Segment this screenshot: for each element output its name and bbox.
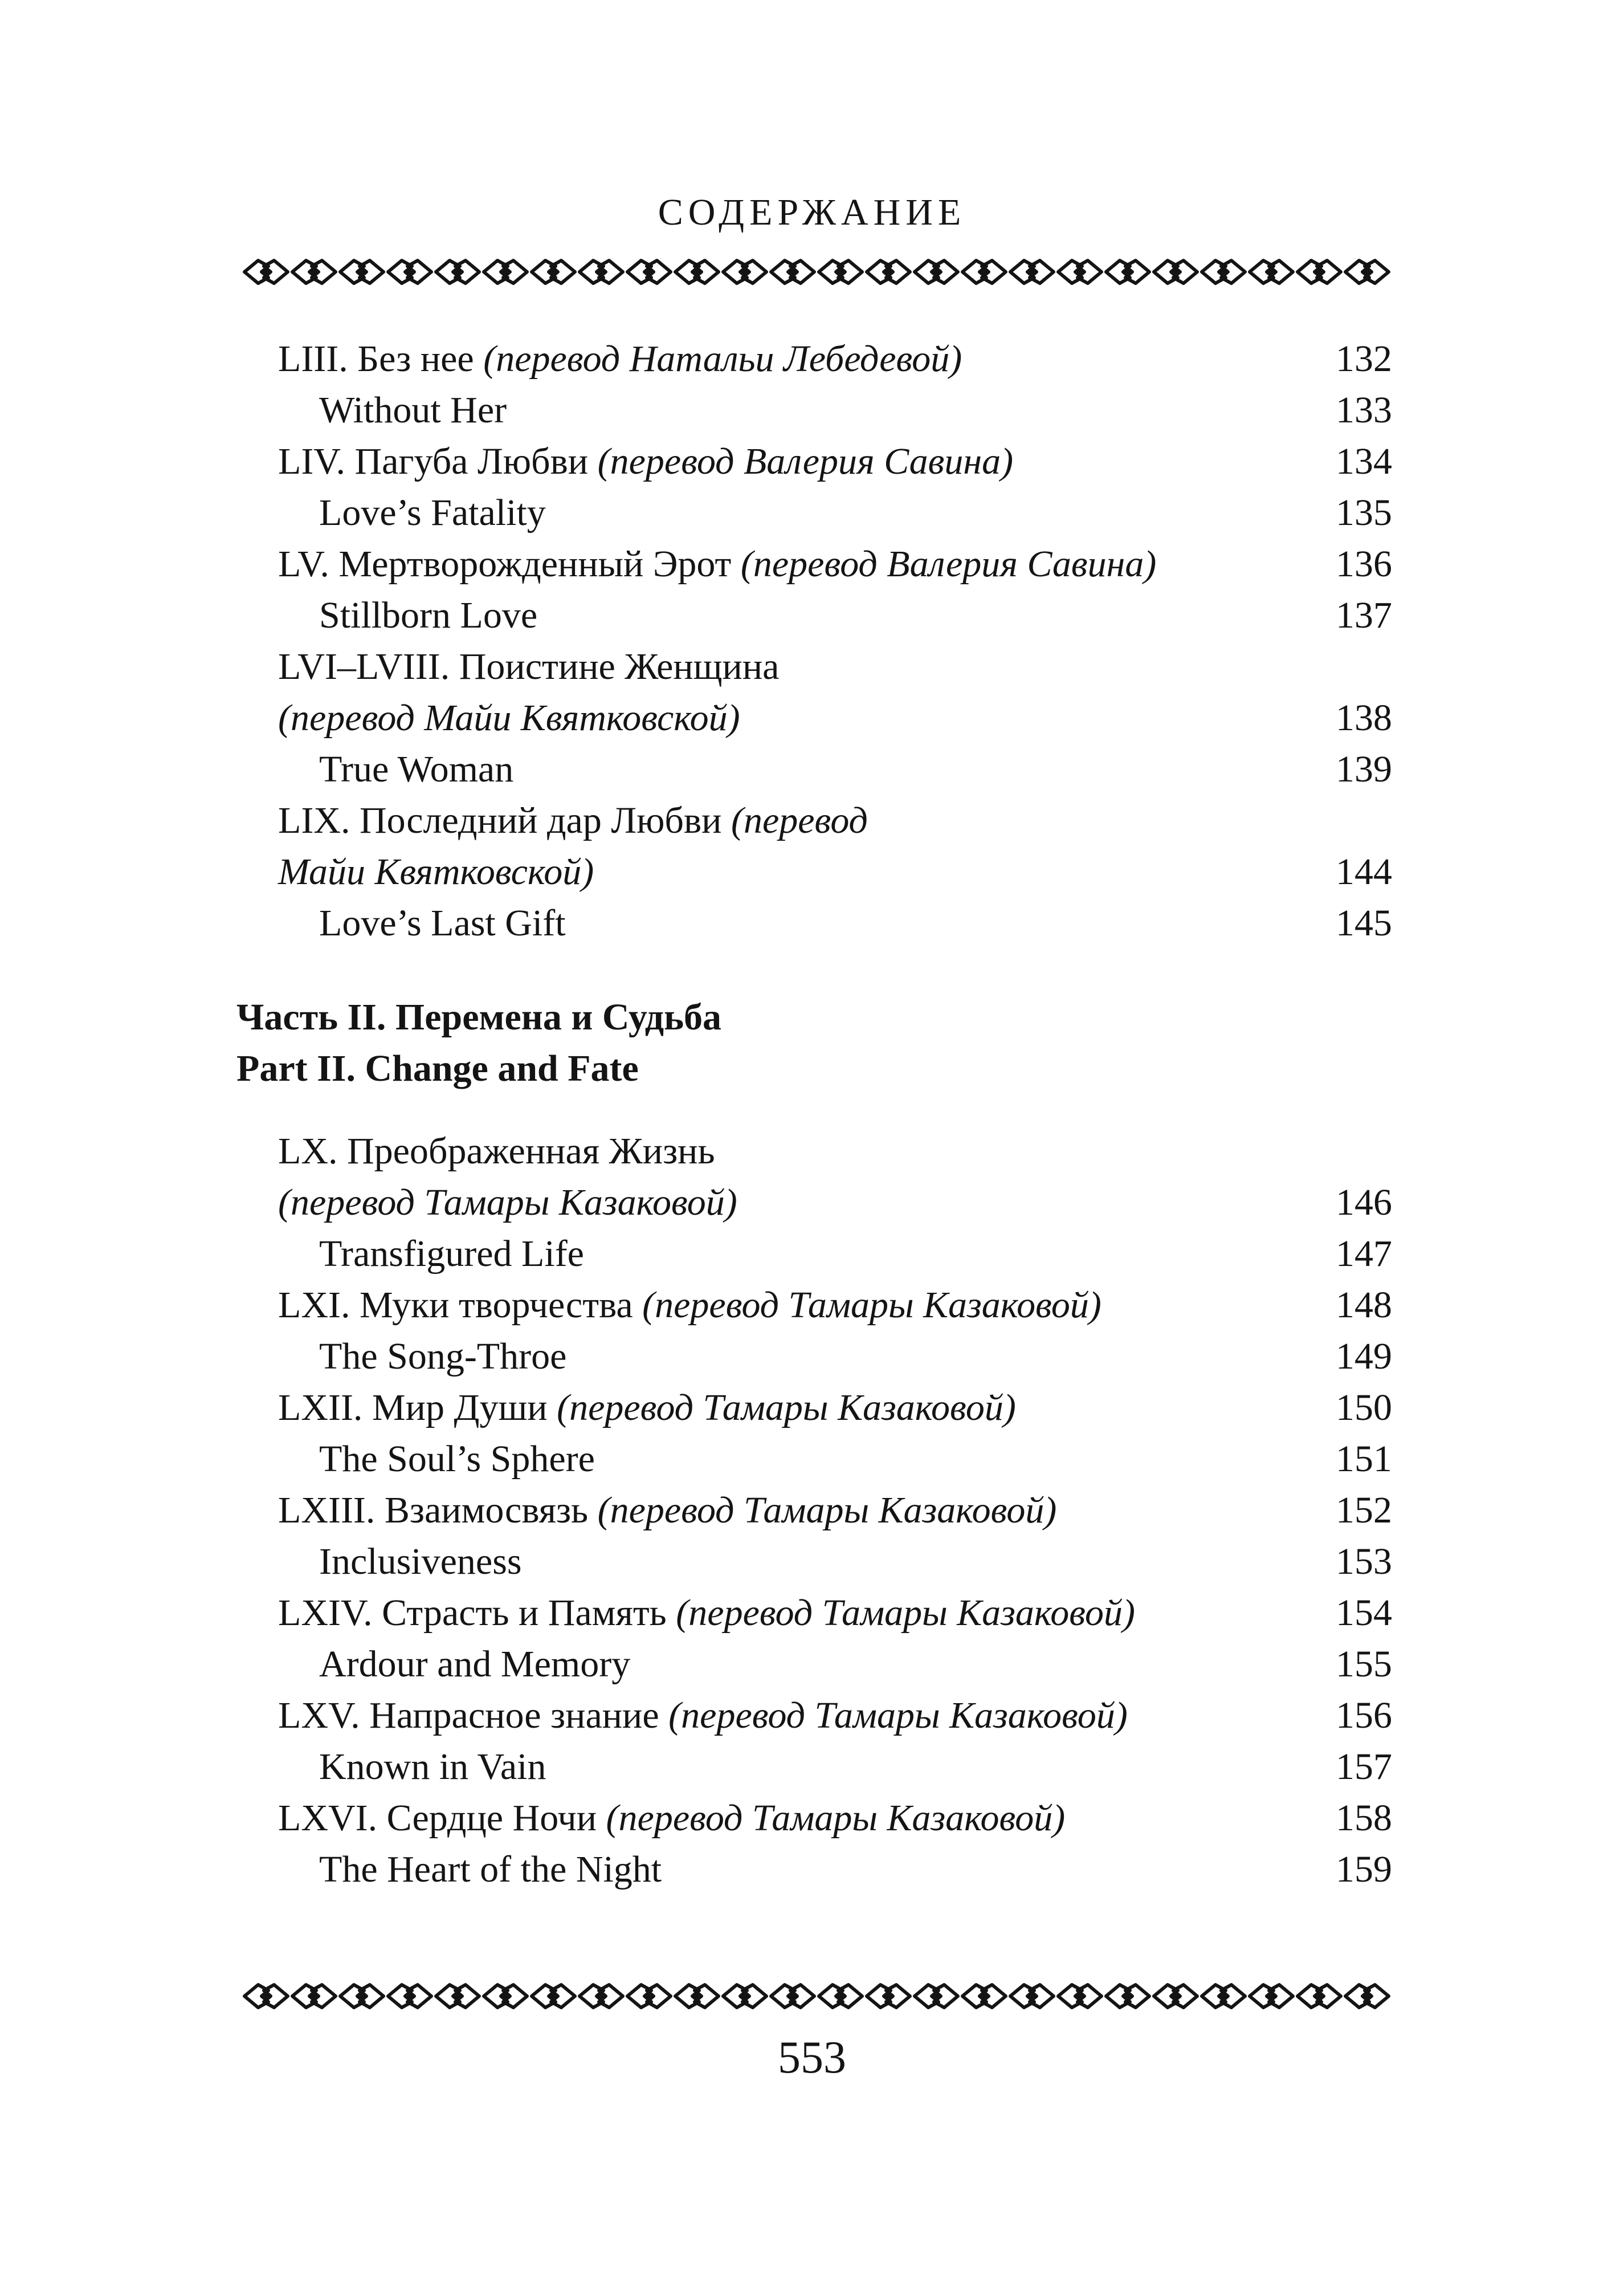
section-title-en: Part II. Change and Fate (236, 1048, 639, 1089)
toc-entry-title: Love’s Last Gift (319, 902, 566, 944)
toc-entry (278, 1282, 1101, 1328)
toc-entry (319, 1847, 662, 1892)
toc-entry-page-number: 147 (1336, 1233, 1392, 1275)
ornament-link (580, 1985, 623, 2008)
toc-entry-page-number: 138 (1336, 697, 1392, 739)
toc-entry (319, 1744, 546, 1790)
toc-entry (278, 542, 1156, 587)
ornament-link (1202, 1985, 1245, 2008)
ornament-link (627, 260, 671, 283)
toc-entry-translator: (перевод (731, 800, 868, 841)
ornament-link (436, 1985, 479, 2008)
toc-entry-translator: (перевод Тамары Казаковой) (668, 1695, 1128, 1736)
ornament-link (388, 1985, 431, 2008)
toc-entry-title: Transfigured Life (319, 1233, 584, 1275)
section-title-ru: Часть II. Перемена и Судьба (236, 996, 722, 1038)
ornament-link (340, 260, 383, 283)
toc-entry-title: LVI–LVIII. Поистине Женщина (278, 646, 780, 687)
toc-entry-title: LXV. Напрасное знание (278, 1695, 659, 1736)
toc-entry-translator: (перевод Тамары Казаковой) (557, 1387, 1016, 1428)
toc-entry-translator: (перевод Валерия Савина) (597, 441, 1014, 482)
toc-entry-title: LV. Мертворожденный Эрот (278, 543, 732, 585)
toc-entry (319, 1334, 566, 1379)
toc-entry-page-number: 155 (1336, 1643, 1392, 1685)
page-header: СОДЕРЖАНИЕ (658, 192, 966, 233)
ornament-link (1010, 1985, 1054, 2008)
toc-entry-page-number: 153 (1336, 1541, 1392, 1582)
toc-entry-translator: (перевод Тамары Казаковой) (606, 1797, 1066, 1839)
ornament-link (1058, 1985, 1101, 2008)
toc-entry (278, 1385, 1016, 1431)
ornament-link (388, 260, 431, 283)
ornament-link (292, 260, 336, 283)
toc-entry-translator: (перевод Натальи Лебедевой) (483, 338, 962, 380)
toc-entry-title: LXIV. Страсть и Память (278, 1592, 667, 1634)
ornament-link (532, 260, 575, 283)
toc-entry (319, 1642, 630, 1687)
toc-entry-page-number: 133 (1336, 389, 1392, 431)
bottom-ornament-divider (242, 1978, 1393, 2014)
toc-entry (319, 1539, 522, 1585)
toc-entry-page-number: 139 (1336, 748, 1392, 790)
ornament-link (915, 1985, 958, 2008)
ornament-link (1297, 1985, 1341, 2008)
ornament-link (532, 1985, 575, 2008)
toc-entry (278, 1590, 1135, 1636)
toc-entry-page-number: 158 (1336, 1797, 1392, 1839)
toc-entry-page-number: 157 (1336, 1746, 1392, 1788)
ornament-link (723, 1985, 766, 2008)
ornament-link (962, 260, 1006, 283)
ornament-link (771, 1985, 814, 2008)
toc-entry-translator: (перевод Валерия Савина) (740, 543, 1157, 585)
toc-entry-page-number: 150 (1336, 1387, 1392, 1428)
ornament-link (1106, 1985, 1149, 2008)
toc-entry (278, 1129, 715, 1174)
toc-entry-page-number: 148 (1336, 1284, 1392, 1326)
toc-entry-page-number: 137 (1336, 595, 1392, 636)
toc-entry-title: LXII. Мир Души (278, 1387, 548, 1428)
toc-entry-title: Stillborn Love (319, 595, 538, 636)
toc-entry-page-number: 134 (1336, 441, 1392, 482)
toc-entry-page-number: 152 (1336, 1489, 1392, 1531)
toc-entry (278, 695, 740, 741)
toc-entry-title: Love’s Fatality (319, 492, 546, 534)
toc-entry (278, 1180, 737, 1226)
toc-entry (319, 747, 513, 792)
ornament-link (915, 260, 958, 283)
ornament-link (484, 1985, 527, 2008)
top-ornament-divider (242, 254, 1393, 290)
toc-entry-title: LX. Преображенная Жизнь (278, 1130, 715, 1172)
toc-entry-page-number: 154 (1336, 1592, 1392, 1634)
toc-entry-page-number: 159 (1336, 1849, 1392, 1890)
toc-entry (319, 1231, 584, 1277)
ornament-link (819, 1985, 862, 2008)
toc-entry-translator: (перевод Тамары Казаковой) (278, 1182, 737, 1223)
toc-entry-page-number: 136 (1336, 543, 1392, 585)
toc-entry (319, 388, 507, 433)
toc-entry-title: LIX. Последний дар Любви (278, 800, 722, 841)
ornament-link (292, 1985, 336, 2008)
toc-entry (278, 644, 779, 690)
toc-entry (278, 1795, 1065, 1841)
ornament-link (1154, 1985, 1197, 2008)
toc-entry-title: The Heart of the Night (319, 1849, 662, 1890)
toc-entry-page-number: 151 (1336, 1438, 1392, 1480)
ornament-link (1250, 260, 1293, 283)
ornament-link (580, 260, 623, 283)
toc-entry-page-number: 149 (1336, 1336, 1392, 1377)
toc-entry (319, 490, 546, 536)
ornament-link (627, 1985, 671, 2008)
toc-entry (278, 849, 594, 895)
toc-entry-page-number: 146 (1336, 1182, 1392, 1223)
ornament-link (1345, 1985, 1389, 2008)
toc-entry (319, 593, 537, 638)
toc-entry-title: Without Her (319, 389, 507, 431)
ornament-link (1202, 260, 1245, 283)
toc-entry-translator: (перевод Тамары Казаковой) (597, 1489, 1057, 1531)
toc-entry (319, 1436, 595, 1482)
ornament-link (675, 260, 719, 283)
toc-entry-page-number: 144 (1336, 851, 1392, 893)
toc-entry (278, 798, 868, 844)
toc-entry-title: LXVI. Сердце Ночи (278, 1797, 597, 1839)
toc-entry (278, 439, 1013, 484)
toc-entry-translator: (перевод Тамары Казаковой) (642, 1284, 1101, 1326)
ornament-link (771, 260, 814, 283)
toc-entry-page-number: 135 (1336, 492, 1392, 534)
toc-entry-title: LXIII. Взаимосвязь (278, 1489, 589, 1531)
ornament-link (244, 1985, 288, 2008)
toc-entry-title: True Woman (319, 748, 514, 790)
ornament-link (962, 1985, 1006, 2008)
ornament-link (1345, 260, 1389, 283)
toc-entry-title: Known in Vain (319, 1746, 546, 1788)
page-number: 553 (778, 2033, 846, 2083)
toc-entry-title: Ardour and Memory (319, 1643, 631, 1685)
toc-entry (278, 1488, 1056, 1533)
ornament-link (484, 260, 527, 283)
ornament-link (244, 260, 288, 283)
toc-entry-title: The Song-Throe (319, 1336, 567, 1377)
toc-entry (278, 336, 962, 382)
ornament-link (1297, 260, 1341, 283)
toc-entry-title: The Soul’s Sphere (319, 1438, 595, 1480)
ornament-link (867, 1985, 910, 2008)
toc-entry-page-number: 145 (1336, 902, 1392, 944)
toc-entry (319, 901, 566, 946)
ornament-link (1106, 260, 1149, 283)
toc-entry-title: Inclusiveness (319, 1541, 522, 1582)
ornament-link (675, 1985, 719, 2008)
ornament-link (1058, 260, 1101, 283)
toc-entry-translator: (перевод Тамары Казаковой) (676, 1592, 1135, 1634)
toc-entry-title: LIV. Пагуба Любви (278, 441, 589, 482)
ornament-link (723, 260, 766, 283)
toc-entry-page-number: 156 (1336, 1695, 1392, 1736)
ornament-link (1250, 1985, 1293, 2008)
ornament-link (819, 260, 862, 283)
ornament-link (867, 260, 910, 283)
ornament-link (436, 260, 479, 283)
toc-entry-title: LIII. Без нее (278, 338, 474, 380)
ornament-link (340, 1985, 383, 2008)
toc-entry-translator: Майи Квятковской) (278, 851, 594, 893)
ornament-link (1010, 260, 1054, 283)
toc-entry-page-number: 132 (1336, 338, 1392, 380)
toc-entry-title: LXI. Муки творчества (278, 1284, 633, 1326)
toc-entry (278, 1693, 1128, 1738)
ornament-link (1154, 260, 1197, 283)
toc-entry-translator: (перевод Майи Квятковской) (278, 697, 740, 739)
